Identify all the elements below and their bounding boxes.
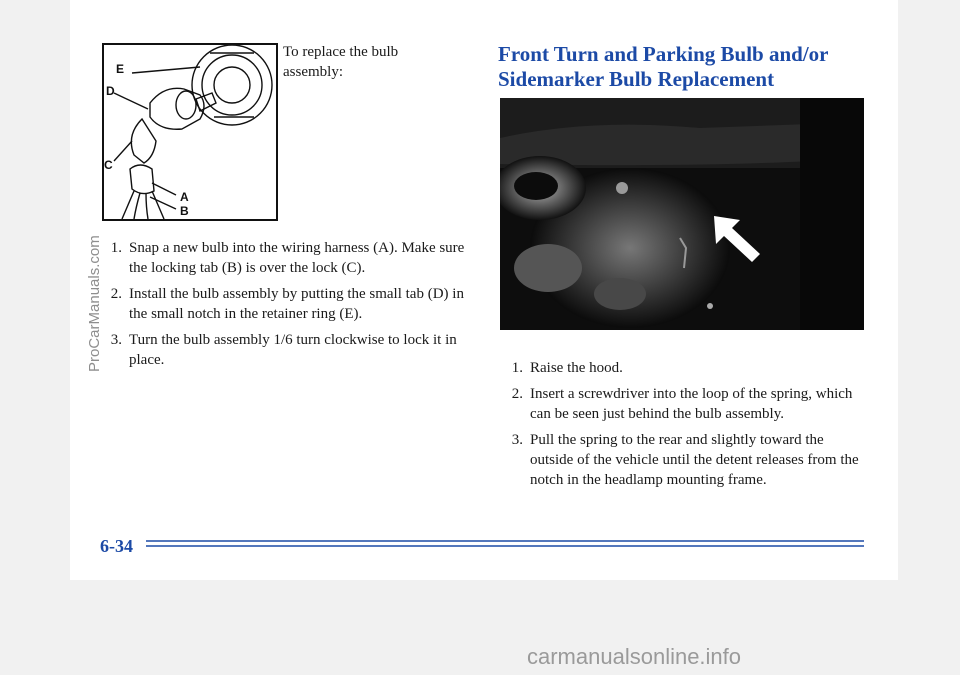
intro-text: To replace the bulb assembly: [283,44,399,80]
replace-bulb-steps [100,238,470,376]
step-item: 3. Turn the bulb assembly 1/6 turn clockwise to lock it in place. [110,332,457,368]
step-text: Turn the bulb assembly 1/6 turn clockwise to lock it in place. [129,332,457,368]
bulb-assembly-drawing [104,45,276,219]
label-d: D [106,84,115,98]
retainer-ring [192,45,272,125]
wiring-harness [131,119,156,163]
step-text: Insert a screwdriver into the loop of the spring, which can be seen just behind the bulb assembly. [530,386,853,422]
step-item: 2. Install the bulb assembly by putting the small tab (D) in the small notch in the retainer ring (E). [110,286,464,322]
step-item: 1. Snap a new bulb into the wiring harness (A). Make sure the locking tab (B) is over the lock (C). [110,240,465,276]
bulb-assembly-diagram [102,43,278,221]
page-number: 6-34 [100,536,133,556]
label-c: C [104,158,113,172]
watermark-text: ProCarManuals.com [86,235,103,372]
engine-bay-image [500,98,864,330]
step-text: Raise the hood. [530,360,623,376]
sidemarker-steps [501,358,861,496]
label-b: B [180,204,189,218]
label-e: E [116,62,125,76]
step-item: 3. Pull the spring to the rear and slightly toward the outside of the vehicle until the detent releases from the notch in the headlamp mounting frame. [511,432,859,488]
site-watermark: carmanualsonline.info [527,644,742,669]
section-title: Front Turn and Parking Bulb and/or Sidemarker Bulb Replacement [498,42,829,91]
step-text: Pull the spring to the rear and slightly toward the outside of the vehicle until the detent releases from the notch in the headlamp mounting frame. [530,432,859,488]
step-item: 1. Raise the hood. [511,360,623,376]
step-text: Snap a new bulb into the wiring harness (A). Make sure the locking tab (B) is over the lock (C). [129,240,465,276]
footer-rule [146,538,864,550]
step-item: 2. Insert a screwdriver into the loop of the spring, which can be seen just behind the bulb assembly. [511,386,853,422]
label-a: A [180,190,189,204]
step-text: Install the bulb assembly by putting the small tab (D) in the small notch in the retainer ring (E). [129,286,464,322]
engine-bay-photo [500,98,864,330]
